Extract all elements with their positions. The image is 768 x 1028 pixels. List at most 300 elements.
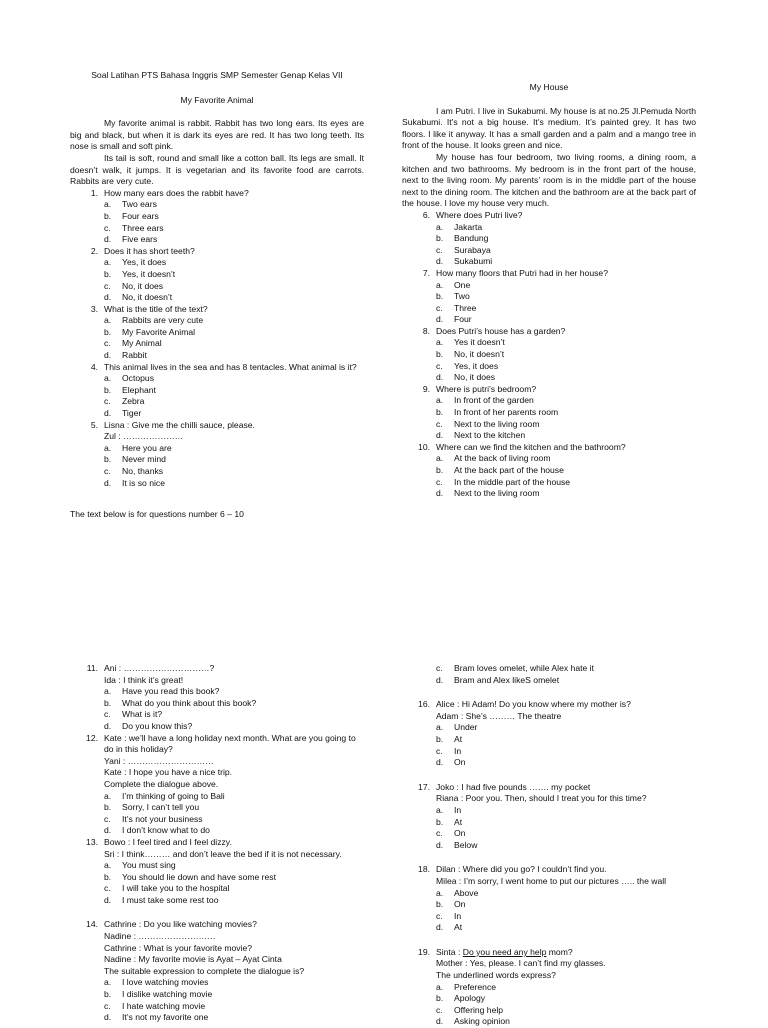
question-item	[70, 304, 364, 362]
answer-option	[402, 280, 696, 292]
question-text: What is the title of the text?	[104, 303, 208, 314]
option-list	[70, 791, 364, 837]
question-item	[70, 420, 364, 490]
option-text: Here you are	[122, 442, 172, 453]
question-item	[402, 699, 696, 769]
option-text: In	[454, 910, 462, 921]
dialogue-line: The underlined words express?	[436, 970, 556, 981]
option-letter: c.	[104, 280, 111, 291]
option-text: Yes it doesn’t	[454, 337, 505, 348]
answer-option	[70, 860, 364, 872]
option-text: I will take you to the hospital	[122, 883, 230, 894]
option-text: Rabbits are very cute	[122, 315, 204, 326]
answer-option	[70, 211, 364, 223]
option-text: Four ears	[122, 210, 159, 221]
option-letter: a.	[104, 442, 112, 453]
option-text: No, it doesn’t	[454, 349, 505, 360]
option-text: I love watching movies	[122, 977, 209, 988]
answer-option	[402, 291, 696, 303]
question-header	[70, 733, 364, 756]
answer-option	[402, 888, 696, 900]
option-letter: d.	[436, 372, 444, 383]
question-item	[70, 188, 364, 246]
answer-option	[70, 234, 364, 246]
option-text: In front of her parents room	[454, 407, 559, 418]
question-text: Ani : …………………………?	[104, 663, 215, 673]
answer-option	[70, 315, 364, 327]
option-text: Tiger	[122, 408, 142, 419]
question-text: Bowo : I feel tired and I feel dizzy.	[104, 836, 232, 847]
option-letter: a.	[104, 257, 112, 268]
option-letter: a.	[436, 221, 444, 232]
option-letter: b.	[104, 384, 112, 395]
question-number: 19.	[418, 946, 430, 957]
answer-option	[402, 256, 696, 268]
option-list	[70, 199, 364, 245]
option-letter: c.	[436, 418, 443, 429]
option-letter: c.	[436, 663, 443, 673]
question-number: 9.	[422, 383, 430, 394]
option-text: Elephant	[122, 384, 156, 395]
question-text: Joko : I had five pounds ……. my pocket	[436, 781, 591, 792]
question-header	[402, 442, 696, 454]
question-header	[70, 188, 364, 200]
option-letter: b.	[436, 733, 444, 744]
option-list	[402, 280, 696, 326]
answer-option	[402, 757, 696, 769]
option-letter: c.	[436, 476, 443, 487]
dialogue-line: Yani : …………………………	[104, 755, 214, 766]
option-text: Next to the living room	[454, 418, 540, 429]
dialogue-line: Nadine : ………………………	[104, 931, 216, 942]
option-letter: c.	[436, 828, 443, 839]
answer-option	[70, 1012, 364, 1024]
question-text: Does it has short teeth?	[104, 245, 195, 256]
question-text: Where can we find the kitchen and the bathroom?	[436, 441, 626, 452]
answer-option	[402, 349, 696, 361]
answer-option	[402, 453, 696, 465]
passage-paragraph: My favorite animal is rabbit. Rabbit has two long ears. Its eyes are big and black, but when it is dark its eyes are red. It has two long teeth. Its nose is small and soft pink.	[70, 118, 364, 152]
answer-option	[70, 269, 364, 281]
question-text: Cathrine : Do you like watching movies?	[104, 919, 257, 930]
option-text: What do you think about this book?	[122, 697, 257, 708]
option-letter: b.	[104, 454, 112, 465]
right-column-top	[402, 82, 696, 500]
option-list	[70, 373, 364, 419]
answer-option	[70, 977, 364, 989]
answer-option	[70, 895, 364, 907]
option-text: Five ears	[122, 234, 158, 245]
answer-option	[402, 419, 696, 431]
question-number: 18.	[418, 864, 430, 875]
option-letter: c.	[436, 302, 443, 313]
question-item	[402, 864, 696, 934]
option-list	[402, 805, 696, 851]
answer-option	[70, 698, 364, 710]
answer-option	[70, 1001, 364, 1013]
option-letter: a.	[104, 686, 112, 697]
question-number: 11.	[86, 663, 98, 673]
option-text: It’s not your business	[122, 813, 203, 824]
answer-option	[402, 314, 696, 326]
question-number: 17.	[418, 781, 430, 792]
option-text: I’m thinking of going to Bali	[122, 790, 225, 801]
option-letter: c.	[104, 338, 111, 349]
option-letter: b.	[104, 697, 112, 708]
option-text: Bandung	[454, 233, 489, 244]
option-text: On	[454, 757, 466, 768]
option-text: On	[454, 828, 466, 839]
question-header	[70, 919, 364, 931]
option-letter: a.	[436, 279, 444, 290]
option-text: Apology	[454, 993, 486, 1004]
answer-option	[402, 407, 696, 419]
question-header	[402, 384, 696, 396]
answer-option	[402, 663, 696, 675]
question-tail: mom?	[546, 946, 573, 957]
option-letter: b.	[104, 802, 112, 813]
dialogue-line: Sri : I think……… and don’t leave the bed if it is not necessary.	[104, 848, 342, 859]
option-list	[402, 888, 696, 934]
option-text: At the back part of the house	[454, 465, 564, 475]
answer-option	[402, 361, 696, 373]
option-letter: c.	[436, 1004, 443, 1015]
answer-option	[402, 922, 696, 934]
option-text: Two	[454, 291, 470, 302]
option-letter: a.	[104, 860, 112, 871]
answer-option	[402, 734, 696, 746]
underlined-words: Do you need any help	[462, 946, 547, 957]
dialogue-line: Ida : I think it’s great!	[104, 674, 184, 685]
option-text: I dislike watching movie	[122, 989, 213, 1000]
option-letter: b.	[104, 210, 112, 221]
option-letter: a.	[104, 199, 112, 210]
question-text: How many ears does the rabbit have?	[104, 187, 249, 198]
option-letter: a.	[436, 453, 444, 464]
option-text: You must sing	[122, 860, 176, 871]
question-header	[70, 362, 364, 374]
option-letter: d.	[436, 256, 444, 267]
question-text: Lisna : Give me the chilli sauce, please.	[104, 419, 255, 430]
option-letter: d.	[436, 757, 444, 768]
option-letter: d.	[104, 350, 112, 361]
answer-option	[70, 385, 364, 397]
option-text: Asking opinion	[454, 1016, 510, 1027]
question-item	[402, 947, 696, 1028]
question-text: Where is putri’s bedroom?	[436, 383, 537, 394]
option-letter: a.	[104, 315, 112, 326]
question-header	[402, 699, 696, 711]
option-letter: b.	[436, 899, 444, 910]
answer-option	[70, 408, 364, 420]
option-text: In	[454, 745, 462, 756]
question-number: 1.	[90, 187, 98, 198]
dialogue-line: Mother : Yes, please. I can’t find my glasses.	[436, 958, 606, 969]
option-letter: a.	[436, 722, 444, 733]
question-item	[402, 268, 696, 326]
answer-option	[70, 338, 364, 350]
option-letter: a.	[104, 790, 112, 801]
option-letter: a.	[436, 981, 444, 992]
left-column-bottom	[70, 663, 364, 1024]
option-letter: c.	[104, 1000, 111, 1011]
answer-option	[402, 372, 696, 384]
option-text: Next to the kitchen	[454, 430, 526, 441]
question-text: Alice : Hi Adam! Do you know where my mother is?	[436, 699, 631, 710]
option-letter: b.	[436, 993, 444, 1004]
passage-paragraph: My house has four bedroom, two living rooms, a dining room, a kitchen and two bathrooms. My bedroom is in the front part of the house, next to the living room. My parents’ room is in the middle part of the house next to the dining room. The kitchen and the bathroom are at the back part of the house. I love my house very much.	[402, 151, 696, 209]
answer-option	[70, 396, 364, 408]
question-list	[402, 210, 696, 500]
answer-option	[70, 825, 364, 837]
question-number: 4.	[90, 361, 98, 372]
option-text: Never mind	[122, 454, 166, 465]
question-header	[402, 864, 696, 876]
option-letter: c.	[436, 360, 443, 371]
answer-option	[402, 993, 696, 1005]
option-letter: b.	[436, 816, 444, 827]
question-list	[70, 188, 364, 420]
question-number: 2.	[90, 245, 98, 256]
question-item	[70, 919, 364, 1023]
option-letter: c.	[436, 910, 443, 921]
answer-option	[70, 443, 364, 455]
option-text: Zebra	[122, 396, 145, 407]
question-text: This animal lives in the sea and has 8 tentacles. What animal is it?	[104, 361, 357, 372]
question-header	[402, 268, 696, 280]
option-text: My Animal	[122, 338, 162, 349]
option-letter: c.	[436, 745, 443, 756]
option-list	[402, 722, 696, 768]
question-item	[70, 663, 364, 733]
option-list	[402, 663, 696, 686]
answer-option	[402, 222, 696, 234]
passage-paragraph: I am Putri. I live in Sukabumi. My house is at no.25 Jl.Pemuda North Sukabumi. It’s not a big house. It’s medium. It’s painted grey. It has two floors. I like it anyway. It has a small garden and a palm and a mango tree in front of the house. It looks green and nice.	[402, 105, 696, 151]
answer-option	[70, 454, 364, 466]
option-text: Have you read this book?	[122, 686, 220, 697]
question-number: 13.	[86, 836, 98, 847]
section-note: The text below is for questions number 6 – 10	[70, 509, 244, 520]
dialogue-line: Milea : I’m sorry, I went home to put our pictures ….. the wall	[436, 875, 667, 886]
answer-option	[70, 327, 364, 339]
answer-option	[70, 292, 364, 304]
question-item	[402, 782, 696, 852]
option-letter: a.	[436, 395, 444, 406]
option-letter: c.	[104, 883, 111, 894]
dialogue-line: Cathrine : What is your favorite movie?	[104, 942, 253, 953]
answer-option	[70, 466, 364, 478]
answer-option	[70, 814, 364, 826]
option-text: Yes, it does	[454, 360, 499, 371]
answer-option	[70, 199, 364, 211]
story-title: My Favorite Animal	[180, 94, 254, 105]
answer-option	[402, 430, 696, 442]
question-header	[70, 246, 364, 258]
option-text: Two ears	[122, 199, 157, 210]
answer-option	[402, 840, 696, 852]
answer-option	[402, 982, 696, 994]
option-letter: c.	[104, 222, 111, 233]
question-number: 5.	[90, 419, 98, 430]
option-text: Below	[454, 839, 478, 850]
question-item	[402, 326, 696, 384]
option-text: In the middle part of the house	[454, 476, 571, 487]
option-text: Octopus	[122, 373, 155, 384]
option-list	[70, 315, 364, 361]
option-letter: d.	[104, 477, 112, 488]
option-letter: d.	[436, 314, 444, 325]
option-letter: b.	[436, 291, 444, 302]
question-header	[70, 837, 364, 849]
option-letter: c.	[104, 709, 111, 720]
question-item	[70, 837, 364, 907]
option-letter: c.	[104, 813, 111, 824]
answer-option	[70, 223, 364, 235]
question-text: How many floors that Putri had in her house?	[436, 267, 608, 278]
option-letter: a.	[104, 373, 112, 384]
answer-option	[402, 303, 696, 315]
option-text: What is it?	[122, 709, 163, 720]
question-item	[402, 210, 696, 268]
option-text: At	[454, 816, 463, 827]
answer-option	[402, 337, 696, 349]
question-number: 14.	[86, 919, 98, 930]
option-letter: b.	[436, 407, 444, 418]
option-text: It’s not my favorite one	[122, 1012, 209, 1023]
option-letter: d.	[104, 1012, 112, 1023]
option-text: I don’t know what to do	[122, 825, 210, 836]
option-text: At the back of living room	[454, 453, 551, 464]
question-number: 10.	[418, 441, 430, 452]
question-header	[402, 210, 696, 222]
question-text	[436, 947, 696, 959]
option-letter: d.	[104, 234, 112, 245]
option-text: It is so nice	[122, 477, 165, 488]
option-text: No, it does	[454, 372, 496, 383]
passage-paragraph: Its tail is soft, round and small like a cotton ball. Its legs are small. It doesn’t walk, it jumps. It is vegetarian and its favorite food are carrots. Rabbits are very cute.	[70, 152, 364, 187]
option-list	[402, 222, 696, 268]
option-text: I hate watching movie	[122, 1000, 206, 1011]
option-letter: a.	[436, 804, 444, 815]
left-column-top	[70, 70, 364, 521]
question-text: Does Putri’s house has a garden?	[436, 325, 566, 336]
option-letter: d.	[104, 894, 112, 905]
question-item	[402, 442, 696, 500]
answer-option	[402, 817, 696, 829]
answer-option	[402, 395, 696, 407]
answer-option	[70, 257, 364, 269]
option-letter: c.	[104, 396, 111, 407]
question-item	[70, 246, 364, 304]
question-header	[70, 304, 364, 316]
option-text: In	[454, 804, 462, 815]
option-text: Do you know this?	[122, 720, 193, 731]
answer-option	[402, 675, 696, 687]
option-text: Surabaya	[454, 244, 491, 255]
question-item	[402, 384, 696, 442]
option-letter: b.	[104, 989, 112, 1000]
option-letter: b.	[104, 871, 112, 882]
dialogue-line: Zul : …………………	[104, 431, 184, 442]
answer-option	[402, 465, 696, 477]
right-column-bottom	[402, 663, 696, 1028]
question-number: 7.	[422, 267, 430, 278]
answer-option	[402, 245, 696, 257]
option-text: Preference	[454, 981, 497, 992]
option-list	[70, 257, 364, 303]
answer-option	[70, 721, 364, 733]
option-text: Four	[454, 314, 472, 325]
exam-title: Soal Latihan PTS Bahasa Inggris SMP Semester Genap Kelas VII	[91, 70, 343, 80]
dialogue-line: The suitable expression to complete the dialogue is?	[104, 965, 305, 976]
option-list	[70, 686, 364, 732]
option-text: One	[454, 279, 471, 290]
option-text: My Favorite Animal	[122, 326, 196, 337]
answer-option	[402, 1016, 696, 1028]
answer-option	[402, 488, 696, 500]
option-text: Rabbit	[122, 350, 147, 361]
question-number: 12.	[86, 732, 98, 743]
answer-option	[70, 989, 364, 1001]
answer-option	[70, 350, 364, 362]
option-text: You should lie down and have some rest	[122, 871, 276, 882]
answer-option	[70, 709, 364, 721]
option-letter: a.	[436, 887, 444, 898]
option-text: Under	[454, 722, 478, 733]
answer-option	[402, 805, 696, 817]
answer-option	[70, 791, 364, 803]
option-letter: d.	[104, 292, 112, 303]
option-letter: b.	[104, 268, 112, 279]
option-text: No, it does	[122, 280, 164, 291]
answer-option	[70, 686, 364, 698]
question-text: Where does Putri live?	[436, 209, 523, 220]
option-letter: a.	[104, 977, 112, 988]
option-text: Sukabumi	[454, 256, 493, 267]
option-letter: d.	[436, 922, 444, 933]
option-letter: d.	[104, 825, 112, 836]
option-letter: a.	[436, 337, 444, 348]
answer-option	[70, 802, 364, 814]
question-header	[402, 326, 696, 338]
option-text: Next to the living room	[454, 488, 540, 499]
option-text: Bram loves omelet, while Alex hate it	[454, 663, 594, 673]
option-text: Yes, it does	[122, 257, 167, 268]
question-item	[70, 362, 364, 420]
option-letter: b.	[104, 326, 112, 337]
option-letter: c.	[104, 466, 111, 476]
question-number: 6.	[422, 209, 430, 220]
option-text: Jakarta	[454, 221, 483, 232]
question-header	[402, 782, 696, 794]
option-text: Three	[454, 302, 477, 313]
option-text: Sorry, I can’t tell you	[122, 802, 200, 813]
option-list	[402, 982, 696, 1028]
option-list	[70, 860, 364, 906]
question-number: 16.	[418, 699, 430, 710]
answer-option	[402, 233, 696, 245]
question-text: Dilan : Where did you go? I couldn’t find you.	[436, 864, 607, 875]
question-header	[70, 663, 364, 675]
dialogue-line: Complete the dialogue above.	[104, 778, 219, 789]
answer-option	[402, 828, 696, 840]
dialogue-line: Riana : Poor you. Then, should I treat you for this time?	[436, 793, 647, 804]
option-letter: d.	[436, 839, 444, 850]
option-list	[70, 443, 364, 489]
dialogue-line: Adam : She’s ……… The theatre	[436, 710, 562, 721]
option-list	[402, 337, 696, 383]
option-letter: d.	[104, 408, 112, 419]
